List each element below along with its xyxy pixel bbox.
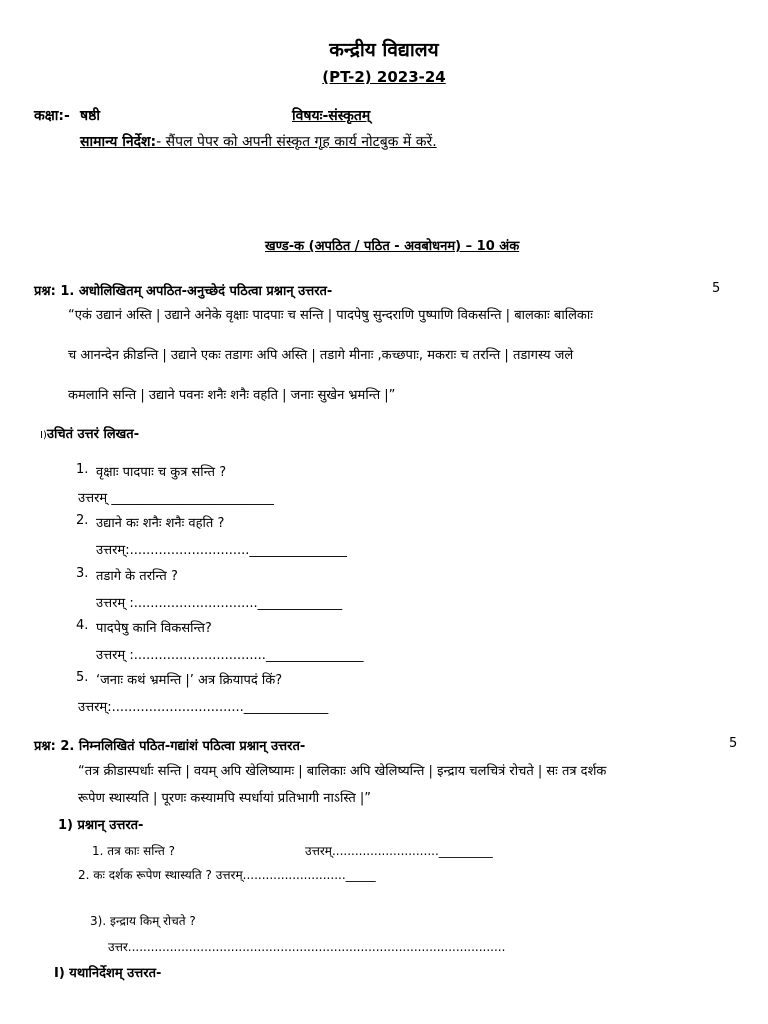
answer-line: उत्तरम् _________________________: [78, 491, 274, 506]
class-value: षष्ठी: [80, 108, 100, 124]
general-instruction: [80, 132, 437, 151]
q2-heading: प्रश्न: 2. निम्नलिखितं पठित-गद्यांशं पठित्वा प्रश्नान् उत्तरत-: [34, 739, 306, 754]
q2-passage-line: रूपेण स्थास्यति | पूरणः कस्यामपि स्पर्धायां प्रतिभागी नाऽस्ति |”: [78, 791, 372, 806]
q2-subheading-2: I) यथानिर्देशम् उत्तरत-: [54, 966, 162, 981]
question-text: वृक्षाः पादपाः च कुत्र सन्ति ?: [96, 465, 227, 480]
q2-passage-line: “तत्र क्रीडास्पर्धाः सन्ति | वयम् अपि खेलिष्यामः | बालिकाः अपि खेलिष्यन्ति | इन्द्राय चलचित्रं रोचते | सः तत्र दर्शक: [78, 764, 607, 779]
q2-item-answer: उत्तर...................................................................................................: [108, 940, 506, 954]
q2-item-question: 3). इन्द्राय किम् रोचते ?: [90, 914, 196, 928]
q2-marks: 5: [729, 736, 738, 751]
question-text: उद्याने कः शनैः शनैः वहति ?: [96, 516, 225, 531]
question-number: 2.: [76, 513, 89, 528]
question-number: 4.: [76, 618, 89, 633]
question-text: पादपेषु कानि विकसन्ति?: [96, 621, 212, 636]
answer-line: उत्तरम्:................................_____________: [78, 700, 329, 715]
question-number: 1.: [76, 462, 89, 477]
section-title: खण्ड-क (अपठित / पठित - अवबोधनम) – 10 अंक: [265, 239, 520, 254]
q1-heading: प्रश्न: 1. अधोलिखितम् अपठित-अनुच्छेदं पठित्वा प्रश्नान् उत्तरत-: [34, 284, 333, 299]
question-text: तडागे के तरन्ति ?: [96, 569, 178, 584]
instruction-text: - सैंपल पेपर को अपनी संस्कृत गृह कार्य नोटबुक में करें.: [156, 134, 437, 150]
q2-item-answer: उत्तरम्............................_________: [305, 844, 493, 858]
class-label: कक्षा:-: [34, 108, 70, 124]
question-text: ‘जनाः कथं भ्रमन्ति |’ अत्र क्रियापदं किं?: [96, 673, 283, 688]
q1-passage-line: कमलानि सन्ति | उद्याने पवनः शनैः शनैः वहति | जनाः सुखेन भ्रमन्ति |”: [68, 388, 396, 403]
subheading-prefix: I): [40, 430, 47, 441]
q1-passage-line: च आनन्देन क्रीडन्ति | उद्याने एकः तडागः अपि अस्ति | तडागे मीनाः ,कच्छपाः, मकराः च तरन्ति | तडागस्य जले: [68, 348, 574, 363]
answer-line: उत्तरम् :................................_______________: [96, 648, 364, 663]
subject-label: विषयः-संस्कृतम्: [292, 108, 371, 124]
answer-line: उत्तरम्:............................._______________: [96, 543, 347, 558]
q2-item-question: 1. तत्र काः सन्ति ?: [92, 844, 176, 858]
answer-line: उत्तरम् :.............................._____________: [96, 596, 343, 611]
question-number: 5.: [76, 670, 89, 685]
instruction-label: सामान्य निर्देश:: [80, 134, 157, 150]
subheading-text: उचितं उत्तरं लिखत-: [46, 427, 140, 442]
q1-passage-line: “एकं उद्यानं अस्ति | उद्याने अनेके वृक्षाः पादपाः च सन्ति | पादपेषु सुन्दराणि पुष्पाणि विकसन्ति | बालकाः बालिकाः: [68, 308, 593, 323]
q1-marks: 5: [712, 281, 721, 296]
q1-subheading: [40, 424, 139, 442]
q2-subheading-1: 1) प्रश्नान् उत्तरत-: [58, 818, 144, 833]
question-number: 3.: [76, 566, 89, 581]
q2-item-question: 2. कः दर्शक रूपेण स्थास्यति ? उत्तरम्..........................._____: [78, 868, 376, 882]
exam-title: (PT-2) 2023-24: [322, 68, 446, 86]
school-title: कन्द्रीय विद्यालय: [329, 39, 439, 61]
